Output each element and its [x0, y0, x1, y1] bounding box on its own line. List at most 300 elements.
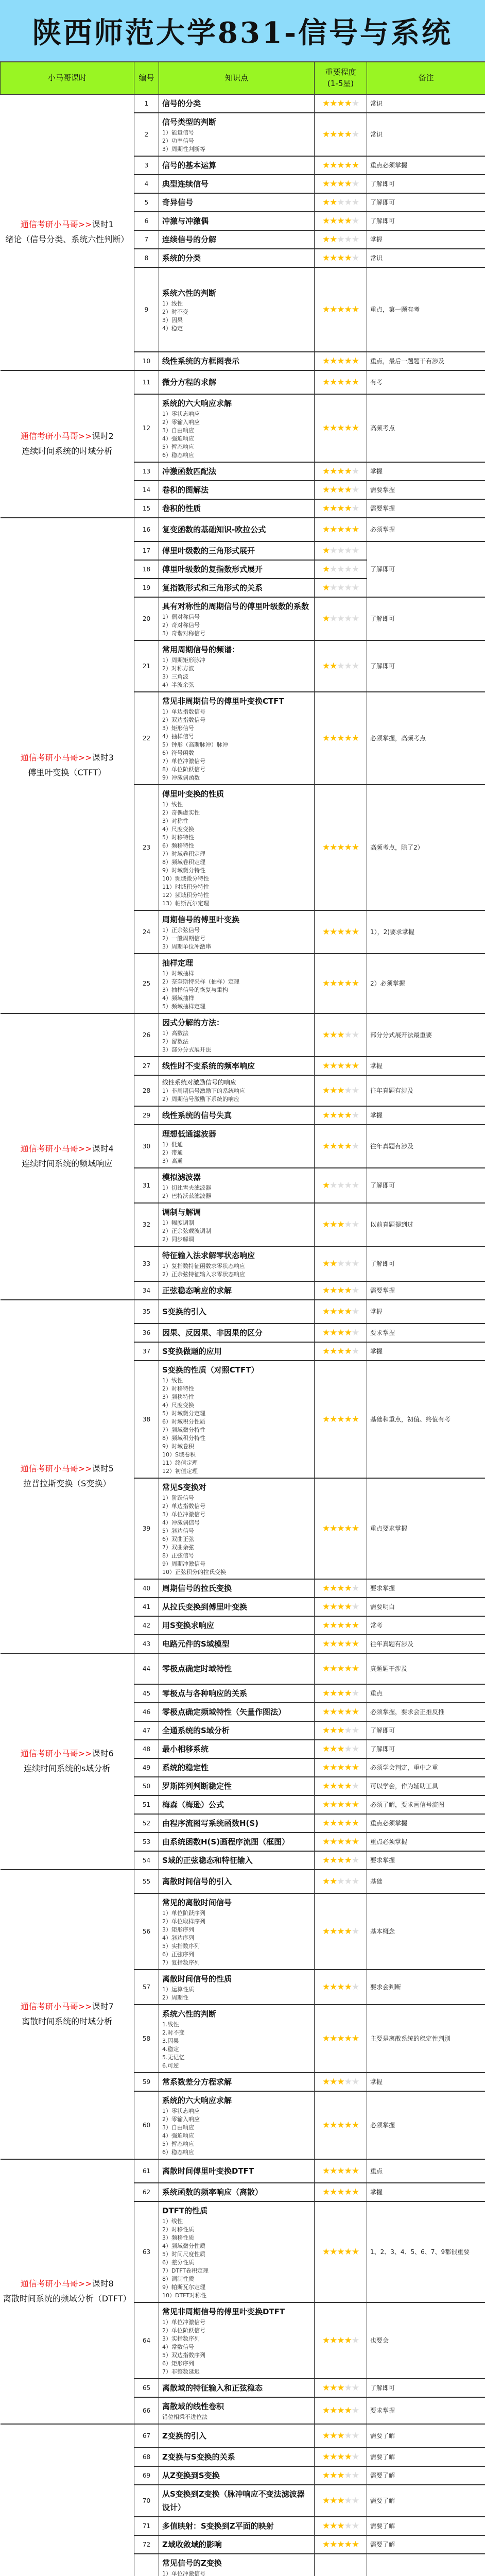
star-icon: ★ — [322, 98, 330, 109]
star-icon: ★ — [330, 1414, 337, 1425]
kp-subitem: 5）实指数序列 — [162, 1942, 311, 1951]
knowledge-point — [159, 193, 315, 212]
star-icon: ★ — [322, 1664, 330, 1674]
importance-stars — [315, 579, 367, 597]
star-icon: ★ — [322, 546, 330, 556]
kp-subitem: 8）频域卷积定理 — [162, 858, 311, 867]
kp-title: 周期信号的拉氏变换 — [162, 1582, 311, 1595]
kp-subitem: 5）暂态响应 — [162, 2140, 311, 2148]
note: 有考 — [367, 370, 485, 394]
star-icon: ★ — [344, 2120, 352, 2130]
star-icon: ★ — [344, 98, 352, 109]
kp-title: 从Z变换到S变换 — [162, 2469, 311, 2482]
row-number: 63 — [134, 2201, 159, 2302]
lesson-brand: 通信考研小马哥>> — [21, 219, 92, 229]
kp-subitem: 2）带通 — [162, 1149, 311, 1157]
kp-subitem: 8）频域积分特性 — [162, 1434, 311, 1443]
star-icon: ★ — [337, 2431, 344, 2441]
knowledge-point — [159, 481, 315, 499]
star-icon: ★ — [352, 1219, 359, 1230]
row-number: 28 — [134, 1075, 159, 1106]
knowledge-point — [159, 954, 315, 1013]
kp-title: 常见的离散时间信号 — [162, 1896, 311, 1909]
note: 需要了解 — [367, 2466, 485, 2485]
star-icon: ★ — [352, 485, 359, 495]
star-icon: ★ — [330, 2077, 337, 2087]
note: 必须学会判定，重中之重 — [367, 1758, 485, 1777]
importance-stars — [315, 2554, 367, 2576]
star-icon: ★ — [322, 1086, 330, 1096]
star-icon: ★ — [330, 1982, 337, 1992]
star-icon: ★ — [337, 2521, 344, 2531]
kp-title: 从拉氏变换到傅里叶变换 — [162, 1600, 311, 1614]
star-icon: ★ — [322, 253, 330, 263]
row-number: 20 — [134, 597, 159, 640]
lesson-brand: 通信考研小马哥>> — [21, 2279, 92, 2289]
star-icon: ★ — [352, 1664, 359, 1674]
row-number: 10 — [134, 352, 159, 370]
row-number: 15 — [134, 499, 159, 518]
star-icon: ★ — [330, 2383, 337, 2393]
star-icon: ★ — [322, 1982, 330, 1992]
kp-subitem: 2）功率信号 — [162, 137, 311, 145]
importance-stars — [315, 640, 367, 692]
star-icon: ★ — [322, 1800, 330, 1810]
star-icon: ★ — [344, 1855, 352, 1866]
kp-subitem: 4）强迫响应 — [162, 435, 311, 443]
kp-subitem: 3）单位冲激信号 — [162, 1511, 311, 1519]
star-icon: ★ — [337, 253, 344, 263]
note: 以前真题提到过 — [367, 1203, 485, 1246]
star-icon: ★ — [344, 1744, 352, 1754]
star-icon: ★ — [322, 2431, 330, 2441]
knowledge-point — [159, 1740, 315, 1758]
star-icon: ★ — [337, 661, 344, 671]
lesson-brand: 通信考研小马哥>> — [21, 431, 92, 441]
star-icon: ★ — [322, 1602, 330, 1612]
star-icon: ★ — [352, 1061, 359, 1071]
importance-stars — [315, 1203, 367, 1246]
row-number: 36 — [134, 1324, 159, 1342]
row-number: 61 — [134, 2159, 159, 2183]
star-icon: ★ — [330, 1639, 337, 1649]
kp-subitem: 2）时移性质 — [162, 2226, 311, 2234]
star-icon: ★ — [337, 1620, 344, 1631]
star-icon: ★ — [344, 1982, 352, 1992]
knowledge-point — [159, 2183, 315, 2201]
row-number: 70 — [134, 2485, 159, 2517]
star-icon: ★ — [337, 1781, 344, 1791]
star-icon: ★ — [352, 1523, 359, 1534]
kp-subitem: 3）矩形信号 — [162, 724, 311, 733]
star-icon: ★ — [352, 2187, 359, 2197]
star-icon: ★ — [330, 423, 337, 433]
lesson-topic: 连续时间系统的时域分析 — [1, 444, 134, 459]
star-icon: ★ — [352, 1744, 359, 1754]
importance-stars — [315, 2005, 367, 2073]
star-icon: ★ — [330, 2470, 337, 2481]
knowledge-point — [159, 94, 315, 113]
kp-title: S变换做题的应用 — [162, 1345, 311, 1358]
note: 掌握 — [367, 1342, 485, 1361]
star-icon: ★ — [352, 1259, 359, 1269]
knowledge-point — [159, 640, 315, 692]
kp-subitem: 6）差分性质 — [162, 2259, 311, 2267]
kp-subitem: 3）对称性 — [162, 817, 311, 825]
row-number: 40 — [134, 1579, 159, 1598]
note: 1），2)要求掌握 — [367, 910, 485, 954]
star-icon: ★ — [352, 356, 359, 366]
importance-stars — [315, 1795, 367, 1814]
kp-title: 系统的分类 — [162, 251, 311, 265]
note: 需要了解 — [367, 2517, 485, 2535]
star-icon: ★ — [344, 2187, 352, 2197]
kp-title: 信号的分类 — [162, 97, 311, 110]
star-icon: ★ — [352, 1688, 359, 1699]
star-icon: ★ — [337, 1800, 344, 1810]
star-icon: ★ — [330, 1781, 337, 1791]
note: 可以学会，作为辅助工具 — [367, 1777, 485, 1795]
star-icon: ★ — [330, 1620, 337, 1631]
star-icon: ★ — [344, 2496, 352, 2506]
importance-stars — [315, 156, 367, 175]
star-icon: ★ — [322, 2539, 330, 2550]
star-icon: ★ — [337, 1982, 344, 1992]
row-number: 1 — [134, 94, 159, 113]
knowledge-point — [159, 1281, 315, 1300]
row-number: 7 — [134, 230, 159, 249]
importance-stars — [315, 785, 367, 910]
star-icon: ★ — [337, 2383, 344, 2393]
kp-subitem: 2）留数法 — [162, 1038, 311, 1046]
star-icon: ★ — [322, 614, 330, 624]
kp-title: 常见非周期信号的傅里叶变换CTFT — [162, 694, 311, 708]
star-icon: ★ — [337, 927, 344, 937]
row-number: 65 — [134, 2379, 159, 2397]
row-number: 17 — [134, 541, 159, 560]
lesson-number: 课时4 — [92, 1144, 114, 1154]
star-icon: ★ — [322, 1328, 330, 1338]
knowledge-point — [159, 541, 315, 560]
star-icon: ★ — [330, 253, 337, 263]
star-icon: ★ — [344, 1664, 352, 1674]
importance-stars — [315, 370, 367, 394]
star-icon: ★ — [330, 2496, 337, 2506]
star-icon: ★ — [344, 423, 352, 433]
star-icon: ★ — [322, 1707, 330, 1717]
star-icon: ★ — [330, 356, 337, 366]
star-icon: ★ — [322, 2166, 330, 2176]
kp-subitem: 4）斜边序列 — [162, 1934, 311, 1942]
row-number: 69 — [134, 2466, 159, 2485]
kp-title: 因果、反因果、非因果的区分 — [162, 1326, 311, 1340]
importance-stars — [315, 2379, 367, 2397]
star-icon: ★ — [337, 524, 344, 535]
row-number: 51 — [134, 1795, 159, 1814]
star-icon: ★ — [322, 1307, 330, 1317]
star-icon: ★ — [344, 2335, 352, 2346]
knowledge-point — [159, 1795, 315, 1814]
note: 常考 — [367, 1616, 485, 1635]
importance-stars — [315, 597, 367, 640]
row-number: 21 — [134, 640, 159, 692]
star-icon: ★ — [322, 842, 330, 853]
star-icon: ★ — [337, 1837, 344, 1847]
importance-stars — [315, 692, 367, 785]
star-icon: ★ — [337, 1707, 344, 1717]
star-icon: ★ — [322, 978, 330, 989]
kp-subitem: 2.时不变 — [162, 2029, 311, 2037]
star-icon: ★ — [352, 2521, 359, 2531]
star-icon: ★ — [322, 1523, 330, 1534]
knowledge-point — [159, 1478, 315, 1579]
star-icon: ★ — [352, 234, 359, 245]
importance-stars — [315, 175, 367, 193]
star-icon: ★ — [330, 1837, 337, 1847]
star-icon: ★ — [330, 1818, 337, 1828]
kp-subitem: 3）周期单位冲激串 — [162, 943, 311, 951]
row-number: 31 — [134, 1168, 159, 1203]
kp-subitem: 1）非周期信号激励下的系统响应 — [162, 1087, 311, 1095]
row-number: 41 — [134, 1598, 159, 1616]
star-icon: ★ — [344, 466, 352, 477]
star-icon: ★ — [322, 1837, 330, 1847]
note: 需要掌握 — [367, 481, 485, 499]
kp-title: S变换的性质（对照CTFT） — [162, 1363, 311, 1377]
star-icon: ★ — [344, 661, 352, 671]
star-icon: ★ — [352, 98, 359, 109]
knowledge-table — [0, 62, 485, 2576]
star-icon: ★ — [344, 1307, 352, 1317]
importance-stars — [315, 230, 367, 249]
knowledge-point — [159, 597, 315, 640]
note: 重点 — [367, 2159, 485, 2183]
kp-title: 傅里叶级数的复指数形式展开 — [162, 563, 311, 576]
star-icon: ★ — [322, 160, 330, 171]
importance-stars — [315, 2448, 367, 2466]
star-icon: ★ — [330, 1583, 337, 1594]
note: 要求掌握 — [367, 1579, 485, 1598]
row-number: 43 — [134, 1635, 159, 1653]
star-icon: ★ — [352, 1620, 359, 1631]
kp-subitem: 12）频域积分特性 — [162, 891, 311, 900]
note: 重点必须掌握 — [367, 1833, 485, 1851]
star-icon: ★ — [337, 2033, 344, 2044]
note: 也要会 — [367, 2302, 485, 2379]
star-icon: ★ — [330, 1030, 337, 1040]
star-icon: ★ — [330, 1762, 337, 1773]
star-icon: ★ — [337, 1818, 344, 1828]
star-icon: ★ — [330, 2033, 337, 2044]
star-icon: ★ — [337, 583, 344, 593]
kp-title: Z变换的引入 — [162, 2429, 311, 2443]
kp-subitem: 4）冲激偶信号 — [162, 1519, 311, 1527]
note: 重点 — [367, 1684, 485, 1703]
star-icon: ★ — [352, 1725, 359, 1736]
star-icon: ★ — [344, 1030, 352, 1040]
star-icon: ★ — [344, 1110, 352, 1121]
table-row — [1, 94, 485, 113]
star-icon: ★ — [322, 1639, 330, 1649]
note: 要求掌握 — [367, 1851, 485, 1870]
star-icon: ★ — [352, 1110, 359, 1121]
star-icon: ★ — [322, 2077, 330, 2087]
kp-title: 离散时间信号的引入 — [162, 1875, 311, 1888]
star-icon: ★ — [352, 546, 359, 556]
importance-stars — [315, 1075, 367, 1106]
kp-title: DTFT的性质 — [162, 2204, 311, 2217]
star-icon: ★ — [344, 129, 352, 140]
kp-title: 微分方程的求解 — [162, 376, 311, 389]
note: 往年真题有涉及 — [367, 1075, 485, 1106]
star-icon: ★ — [330, 978, 337, 989]
star-icon: ★ — [352, 179, 359, 189]
star-icon: ★ — [352, 2539, 359, 2550]
star-icon: ★ — [330, 503, 337, 514]
star-icon: ★ — [322, 1744, 330, 1754]
note: 需要掌握 — [367, 499, 485, 518]
kp-title: 正弦稳态响应的求解 — [162, 1284, 311, 1297]
kp-subitem: 1）零状态响应 — [162, 410, 311, 418]
kp-title: 特征输入法求解零状态响应 — [162, 1249, 311, 1262]
row-number: 26 — [134, 1013, 159, 1057]
kp-subitem: 1）能量信号 — [162, 129, 311, 137]
kp-title: 具有对称性的周期信号的傅里叶级数的系数 — [162, 600, 311, 613]
note: 了解即可 — [367, 2379, 485, 2397]
knowledge-point — [159, 1342, 315, 1361]
lesson-topic: 拉普拉斯变换（S变换） — [1, 1477, 134, 1492]
kp-subitem: 4）频域抽样 — [162, 994, 311, 1003]
importance-stars — [315, 2302, 367, 2379]
kp-title: 从S变换到Z变换（脉冲响应不变法滤波器设计） — [162, 2487, 311, 2514]
kp-title: 连续信号的分解 — [162, 233, 311, 246]
kp-subitem: 5）钟形（高斯脉冲）脉冲 — [162, 741, 311, 749]
star-icon: ★ — [330, 377, 337, 387]
star-icon: ★ — [330, 2335, 337, 2346]
star-icon: ★ — [344, 1837, 352, 1847]
knowledge-point — [159, 156, 315, 175]
star-icon: ★ — [337, 2335, 344, 2346]
kp-subitem: 1）周期矩形脉冲 — [162, 656, 311, 665]
kp-title: 全通系统的S域分析 — [162, 1724, 311, 1737]
importance-stars — [315, 1833, 367, 1851]
star-icon: ★ — [337, 2452, 344, 2462]
kp-subitem: 1）复指数特征函数求零状态响应 — [162, 1262, 311, 1270]
header-lesson: 小马哥课时 — [1, 62, 134, 94]
kp-subitem: 7）DTFT卷积定理 — [162, 2267, 311, 2275]
kp-subitem: 错位相乘不进位法 — [162, 2413, 311, 2421]
importance-stars — [315, 1740, 367, 1758]
star-icon: ★ — [344, 160, 352, 171]
star-icon: ★ — [322, 1620, 330, 1631]
star-icon: ★ — [330, 1259, 337, 1269]
importance-stars — [315, 1616, 367, 1635]
star-icon: ★ — [330, 1688, 337, 1699]
kp-subitem: 7）单位冲激信号 — [162, 757, 311, 766]
star-icon: ★ — [330, 160, 337, 171]
star-icon: ★ — [337, 98, 344, 109]
star-icon: ★ — [337, 2247, 344, 2257]
row-number: 32 — [134, 1203, 159, 1246]
kp-title: 冲激函数匹配法 — [162, 465, 311, 478]
knowledge-point — [159, 1075, 315, 1106]
star-icon: ★ — [330, 1725, 337, 1736]
star-icon: ★ — [344, 614, 352, 624]
star-icon: ★ — [344, 1707, 352, 1717]
star-icon: ★ — [322, 1926, 330, 1937]
table-row — [1, 2159, 485, 2183]
table-row — [1, 1300, 485, 1324]
star-icon: ★ — [330, 197, 337, 208]
knowledge-point — [159, 1893, 315, 1970]
row-number: 38 — [134, 1361, 159, 1478]
star-icon: ★ — [330, 1285, 337, 1296]
knowledge-point — [159, 1324, 315, 1342]
star-icon: ★ — [344, 583, 352, 593]
kp-subitem: 3）因果 — [162, 316, 311, 325]
star-icon: ★ — [352, 1141, 359, 1151]
star-icon: ★ — [344, 216, 352, 226]
table-row — [1, 1653, 485, 1684]
kp-subitem: 10）S域卷积 — [162, 1451, 311, 1459]
star-icon: ★ — [322, 466, 330, 477]
kp-subitem: 6）正弦序列 — [162, 1951, 311, 1959]
star-icon: ★ — [352, 1982, 359, 1992]
lesson-cell — [1, 518, 134, 1013]
star-icon: ★ — [352, 1837, 359, 1847]
kp-title: 离散域的线性卷积 — [162, 2400, 311, 2413]
kp-title: 多值映射：S变换到Z平面的映射 — [162, 2519, 311, 2533]
star-icon: ★ — [352, 842, 359, 853]
lesson-brand: 通信考研小马哥>> — [21, 753, 92, 762]
note: 了解即可 — [367, 1168, 485, 1203]
row-number: 59 — [134, 2073, 159, 2091]
importance-stars — [315, 1758, 367, 1777]
kp-title: 调制与解调 — [162, 1206, 311, 1219]
star-icon: ★ — [322, 304, 330, 315]
kp-subitem: 4）尺度变换 — [162, 1401, 311, 1410]
importance-stars — [315, 541, 367, 560]
row-number: 19 — [134, 579, 159, 597]
kp-title: 罗斯阵列判断稳定性 — [162, 1780, 311, 1793]
kp-subitem: 8）正弦信号 — [162, 1552, 311, 1560]
knowledge-point — [159, 692, 315, 785]
note: 了解即可 — [367, 597, 485, 640]
star-icon: ★ — [322, 1725, 330, 1736]
importance-stars — [315, 1281, 367, 1300]
star-icon: ★ — [330, 216, 337, 226]
kp-subitem: 9）周期冲激信号 — [162, 1560, 311, 1568]
page-title: 陕西师范大学831-信号与系统 — [32, 10, 453, 52]
star-icon: ★ — [344, 1926, 352, 1937]
star-icon: ★ — [337, 1926, 344, 1937]
importance-stars — [315, 2424, 367, 2448]
row-number: 55 — [134, 1870, 159, 1893]
star-icon: ★ — [337, 1876, 344, 1887]
row-number: 2 — [134, 113, 159, 156]
kp-subitem: 7）非整数延迟 — [162, 2368, 311, 2376]
star-icon: ★ — [330, 98, 337, 109]
kp-title: 常见信号的Z变换 — [162, 2556, 311, 2570]
importance-stars — [315, 1478, 367, 1579]
star-icon: ★ — [344, 1620, 352, 1631]
lesson-topic: 傅里叶变换（CTFT） — [1, 766, 134, 781]
star-icon: ★ — [344, 978, 352, 989]
knowledge-point — [159, 1106, 315, 1125]
importance-stars — [315, 1168, 367, 1203]
note: 常识 — [367, 94, 485, 113]
star-icon: ★ — [352, 197, 359, 208]
